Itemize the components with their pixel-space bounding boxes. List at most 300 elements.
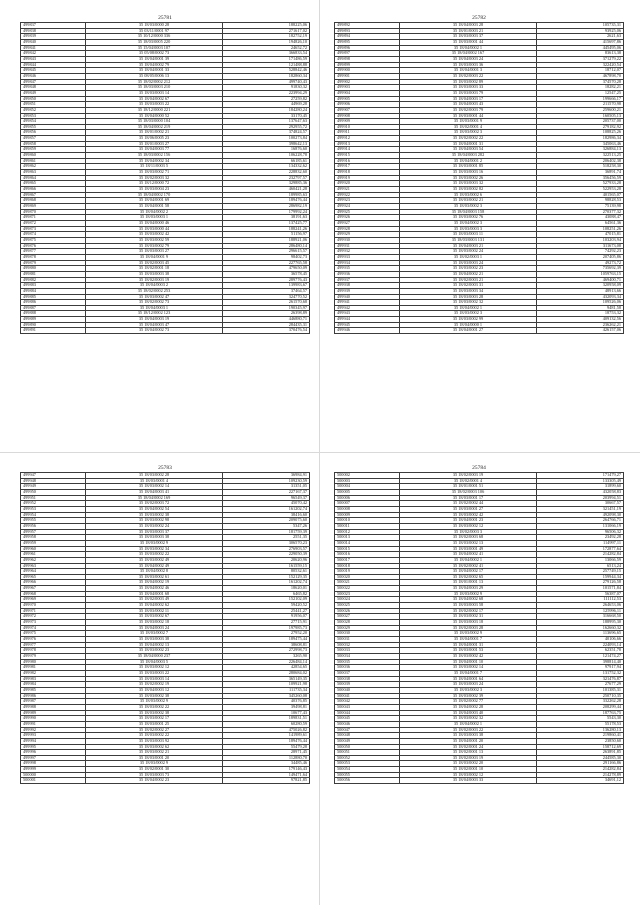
amount-cell: 108825,26	[536, 130, 623, 136]
reference-cell: 35 18/04/0003 17	[400, 96, 537, 102]
record-id-cell: 499935	[335, 266, 400, 272]
amount-cell: 20620,96	[222, 557, 309, 563]
record-id-cell: 499991	[21, 721, 86, 727]
record-id-cell: 499960	[21, 546, 86, 552]
page-title: 25781	[158, 15, 172, 21]
reference-cell: 35 18/04/0002 73	[86, 328, 223, 334]
reference-cell: 35 18/04/0002 79	[86, 62, 223, 68]
amount-cell: 44969,28	[222, 102, 309, 108]
amount-cell: 264766,71	[536, 518, 623, 524]
record-id-cell: 499881	[21, 271, 86, 277]
record-id-cell: 499872	[21, 220, 86, 226]
amount-cell: 311673,08	[536, 243, 623, 249]
reference-cell: 35 18/03/0003 24	[400, 260, 537, 266]
amount-cell: 527933,28	[536, 181, 623, 187]
reference-cell: 35 18/02/0002 77	[400, 699, 537, 705]
reference-cell: 35 18/02/0001 24	[400, 744, 537, 750]
reference-cell: 35 18/03/0001 20	[86, 755, 223, 761]
amount-cell: 91830,32	[222, 85, 309, 91]
record-id-cell: 499896	[335, 45, 400, 51]
amount-cell: 214278,89	[536, 772, 623, 778]
amount-cell: 2551,35	[222, 535, 309, 541]
amount-cell: 182986,34	[536, 136, 623, 142]
record-id-cell: 499894	[335, 34, 400, 40]
record-id-cell: 500055	[335, 772, 400, 778]
amount-cell: 5347,26	[222, 523, 309, 529]
record-id-cell: 500047	[335, 727, 400, 733]
amount-cell: 31899,60	[536, 484, 623, 490]
reference-cell: 35 18/04/0001 23	[400, 518, 537, 524]
record-id-cell: 500050	[335, 744, 400, 750]
record-id-cell: 499972	[21, 614, 86, 620]
record-id-cell: 499942	[335, 305, 400, 311]
record-id-cell: 500022	[335, 586, 400, 592]
amount-cell: 160505,13	[536, 113, 623, 119]
record-id-cell: 499898	[335, 56, 400, 62]
amount-cell: 401565,07	[536, 192, 623, 198]
record-id-cell: 499837	[21, 23, 86, 29]
amount-cell: 96506,32	[536, 529, 623, 535]
reference-cell: 35 18/04/0002 1	[400, 721, 537, 727]
record-id-cell: 499923	[335, 198, 400, 204]
amount-cell: 197985,73	[222, 625, 309, 631]
reference-cell: 35 18/04/0003 19	[86, 317, 223, 323]
reference-cell: 35 18/04/0000 46	[86, 220, 223, 226]
reference-cell: 35 18/03/0002 9	[400, 591, 537, 597]
record-id-cell: 499859	[21, 147, 86, 153]
amount-cell: 25441,27	[222, 608, 309, 614]
reference-cell: 35 18/04/0003 54	[400, 147, 537, 153]
amount-cell: 121474,27	[536, 654, 623, 660]
reference-cell: 35 18/01/0001 51	[400, 484, 537, 490]
amount-cell: 261570,68	[222, 300, 309, 306]
reference-cell: 35 18/02/0003 3	[400, 529, 537, 535]
amount-cell: 209075,60	[222, 518, 309, 524]
record-id-cell: 500001	[21, 778, 86, 784]
reference-cell: 35 18/03/0002 32	[400, 300, 537, 306]
amount-cell: 329885,36	[222, 181, 309, 187]
amount-cell: 374570,28	[536, 79, 623, 85]
reference-cell: 35 18/03/0001 85	[400, 164, 537, 170]
amount-cell: 203994,51	[536, 495, 623, 501]
reference-cell: 35 18/03/0003 131	[400, 237, 537, 243]
reference-cell: 35 18/03/0001 4	[86, 478, 223, 484]
amount-cell: 499740,43	[222, 79, 309, 85]
record-id-cell: 500025	[335, 603, 400, 609]
record-id-cell: 500020	[335, 574, 400, 580]
reference-cell: 35 18/11/0003 5	[86, 164, 223, 170]
record-id-cell: 499903	[335, 85, 400, 91]
amount-cell: 214282,84	[536, 767, 623, 773]
reference-cell: 35 18/06/0005 23	[86, 136, 223, 142]
record-id-cell: 499849	[21, 90, 86, 96]
reference-cell: 35 18/03/0002 21	[400, 198, 537, 204]
record-id-cell: 499838	[21, 28, 86, 34]
record-id-cell: 499918	[335, 170, 400, 176]
reference-cell: 35 18/02/0003 22	[400, 727, 537, 733]
reference-cell: 35 18/04/0002 17	[400, 569, 537, 575]
reference-cell: 35 18/03/0003 24	[400, 682, 537, 688]
amount-cell: 5543,30	[536, 716, 623, 722]
record-id-cell: 499916	[335, 158, 400, 164]
reference-cell: 35 18/04/0002 167	[400, 51, 537, 57]
amount-cell: 112880,70	[222, 755, 309, 761]
record-id-cell: 499977	[21, 642, 86, 648]
record-id-cell: 499909	[335, 119, 400, 125]
reference-cell: 35 18/03/0002 22	[86, 552, 223, 558]
amount-cell: 149471,64	[222, 772, 309, 778]
amount-cell: 27677,29	[536, 682, 623, 688]
amount-cell: 101571,84	[536, 586, 623, 592]
amount-cell: 43088,47	[536, 215, 623, 221]
record-id-cell: 499851	[21, 102, 86, 108]
record-id-cell: 500021	[335, 580, 400, 586]
record-id-cell: 499917	[335, 164, 400, 170]
amount-cell: 3265,90	[222, 654, 309, 660]
record-id-cell: 500045	[335, 716, 400, 722]
amount-cell: 105735,31	[536, 23, 623, 29]
reference-cell: 35 18/03/0001 25	[86, 721, 223, 727]
amount-cell: 184280,24	[222, 107, 309, 113]
record-id-cell: 499961	[21, 552, 86, 558]
reference-cell: 35 18/03/0002 32	[400, 716, 537, 722]
record-id-cell: 499971	[21, 608, 86, 614]
amount-cell: 188921,06	[222, 237, 309, 243]
record-id-cell: 499976	[21, 637, 86, 643]
record-id-cell: 500034	[335, 654, 400, 660]
amount-cell: 74292,23	[536, 249, 623, 255]
record-id-cell: 499854	[21, 119, 86, 125]
amount-cell: 101385,31	[536, 687, 623, 693]
amount-cell: 415697,86	[536, 39, 623, 45]
record-id-cell: 499882	[21, 277, 86, 283]
table-row	[335, 778, 624, 784]
amount-cell: 97821,85	[222, 778, 309, 784]
reference-cell: 35 18/03/0002 61	[86, 574, 223, 580]
amount-cell: 365149,35	[222, 676, 309, 682]
reference-cell: 35 18/04/0002 8	[86, 569, 223, 575]
record-id-cell: 500012	[335, 529, 400, 535]
record-id-cell: 499866	[21, 187, 86, 193]
record-id-cell: 499988	[21, 704, 86, 710]
amount-cell: 131752,32	[536, 670, 623, 676]
amount-cell: 409132,56	[536, 317, 623, 323]
reference-cell: 35 18/03/0002 38	[86, 693, 223, 699]
amount-cell: 103203,94	[536, 237, 623, 243]
amount-cell: 60280,59	[222, 721, 309, 727]
reference-cell: 35 18/04/0001 69	[86, 198, 223, 204]
record-id-cell: 500018	[335, 563, 400, 569]
amount-cell: 34691,12	[536, 778, 623, 784]
amount-cell: 257749,15	[536, 569, 623, 575]
reference-cell: 35 18/03/0002 28	[86, 473, 223, 479]
reference-cell: 35 18/04/0003 5	[86, 659, 223, 665]
amount-cell: 111735,34	[222, 687, 309, 693]
reference-cell: 35 18/04/0002 1	[400, 305, 537, 311]
record-id-cell: 499967	[21, 586, 86, 592]
record-id-cell: 499996	[21, 750, 86, 756]
reference-cell: 35 18/04/0001 2	[400, 158, 537, 164]
record-id-cell: 499862	[21, 164, 86, 170]
record-id-cell: 499975	[21, 631, 86, 637]
record-id-cell: 500028	[335, 620, 400, 626]
reference-cell: 35 18/03/0002 59	[86, 237, 223, 243]
record-id-cell: 499865	[21, 181, 86, 187]
amount-cell: 286982,19	[222, 204, 309, 210]
reference-cell: 35 18/02/0003 31	[400, 283, 537, 289]
reference-cell: 35 18/03/0002 14	[86, 484, 223, 490]
amount-cell: 159944,34	[536, 574, 623, 580]
amount-cell: 522953,28	[536, 187, 623, 193]
amount-cell: 45070,42	[222, 501, 309, 507]
amount-cell: 125996,11	[536, 608, 623, 614]
reference-cell: 35 18/03/0002 12	[400, 772, 537, 778]
reference-cell: 35 18/12/0002 123	[86, 311, 223, 317]
reference-cell: 35 18/03/0002 9	[400, 631, 537, 637]
reference-cell: 35 18/03/0003 32	[400, 181, 537, 187]
record-id-cell: 499880	[21, 266, 86, 272]
record-id-cell: 499907	[335, 107, 400, 113]
record-id-cell: 500036	[335, 665, 400, 671]
record-id-cell: 500035	[335, 659, 400, 665]
reference-cell: 35 18/03/0000 44	[86, 226, 223, 232]
record-id-cell: 500003	[335, 478, 400, 484]
amount-cell: 479650,09	[222, 266, 309, 272]
amount-cell: 80532,61	[222, 569, 309, 575]
reference-cell: 35 18/04/0002 23	[86, 778, 223, 784]
record-id-cell: 499852	[21, 107, 86, 113]
record-id-cell: 499979	[21, 654, 86, 660]
record-id-cell: 499947	[21, 473, 86, 479]
reference-cell: 35 18/04/0003 28	[400, 23, 537, 29]
amount-cell: 171486,59	[222, 56, 309, 62]
amount-cell: 137425,77	[222, 220, 309, 226]
record-id-cell: 499879	[21, 260, 86, 266]
reference-cell: 35 18/03/0002 99	[400, 317, 537, 323]
record-id-cell: 499895	[335, 39, 400, 45]
record-id-cell: 500005	[335, 489, 400, 495]
amount-cell: 6465,82	[222, 591, 309, 597]
amount-cell: 228832,60	[222, 170, 309, 176]
amount-cell: 223994,29	[222, 90, 309, 96]
reference-cell: 35 18/03/0001 44	[400, 113, 537, 119]
record-id-cell: 499900	[335, 68, 400, 74]
amount-cell: 40106,66	[536, 637, 623, 643]
amount-cell: 56387,07	[536, 591, 623, 597]
records-table	[20, 472, 310, 784]
amount-cell: 2621,63	[536, 34, 623, 40]
amount-cell: 374824,57	[222, 130, 309, 136]
reference-cell: 35 18/03/0002 31	[400, 614, 537, 620]
amount-cell: 332262,28	[536, 699, 623, 705]
reference-cell: 35 18/03/0002 23	[400, 266, 537, 272]
record-id-cell: 499999	[21, 767, 86, 773]
amount-cell: 109526,06	[536, 300, 623, 306]
record-id-cell: 500007	[335, 501, 400, 507]
record-id-cell: 499886	[21, 300, 86, 306]
amount-cell: 205737,00	[536, 119, 623, 125]
reference-cell: 35 18/04/0003 47	[86, 322, 223, 328]
reference-cell: 35 18/04/0003 24	[400, 56, 537, 62]
record-id-cell: 499857	[21, 136, 86, 142]
amount-cell: 24652,72	[222, 45, 309, 51]
amount-cell: 264653,06	[536, 603, 623, 609]
amount-cell: 40376,85	[222, 699, 309, 705]
amount-cell: 161202,74	[222, 580, 309, 586]
record-id-cell: 499928	[335, 226, 400, 232]
record-id-cell: 500039	[335, 682, 400, 688]
amount-cell: 190345,97	[222, 305, 309, 311]
record-id-cell: 499989	[21, 710, 86, 716]
amount-cell: 460421,28	[222, 187, 309, 193]
record-id-cell: 500009	[335, 512, 400, 518]
amount-cell: 426157,06	[536, 328, 623, 334]
amount-cell: 108251,26	[536, 226, 623, 232]
reference-cell: 35 03/11/0001 97	[86, 28, 223, 34]
reference-cell: 35 18/02/0003 49	[86, 597, 223, 603]
reference-cell: 35 18/04/0003 282	[400, 153, 537, 159]
record-id-cell: 499954	[21, 512, 86, 518]
reference-cell: 35 18/02/0002 212	[86, 79, 223, 85]
record-id-cell: 499937	[335, 277, 400, 283]
record-id-cell: 499893	[335, 28, 400, 34]
record-id-cell: 499899	[335, 62, 400, 68]
record-id-cell: 499966	[21, 580, 86, 586]
amount-cell: 134332,62	[222, 164, 309, 170]
record-id-cell: 500032	[335, 642, 400, 648]
reference-cell: 35 18/03/0003 11	[400, 232, 537, 238]
amount-cell: 23850,60	[536, 738, 623, 744]
amount-cell: 26398,89	[222, 311, 309, 317]
reference-cell: 35 18/02/0002 73	[86, 300, 223, 306]
amount-cell: 250710,35	[536, 693, 623, 699]
reference-cell: 35 18/03/0000 104	[86, 119, 223, 125]
reference-cell: 35 05/08/0002 73	[86, 51, 223, 57]
record-id-cell: 499945	[335, 322, 400, 328]
reference-cell: 35 18/04/0001 7	[400, 670, 537, 676]
page-panel-1	[20, 15, 310, 334]
amount-cell: 432058,83	[536, 489, 623, 495]
amount-cell: 370476,54	[222, 328, 309, 334]
record-id-cell: 499939	[335, 288, 400, 294]
amount-cell: 326884,13	[536, 147, 623, 153]
record-id-cell: 500048	[335, 733, 400, 739]
reference-cell: 35 18/03/0002 7	[86, 631, 223, 637]
record-id-cell: 500040	[335, 687, 400, 693]
reference-cell: 35 18/02/0003 72	[86, 501, 223, 507]
record-id-cell: 499897	[335, 51, 400, 57]
reference-cell: 35 18/02/0001 10	[400, 767, 537, 773]
reference-cell: 35 18/04/0001 20	[400, 738, 537, 744]
record-id-cell: 499952	[21, 501, 86, 507]
amount-cell: 13066,59	[536, 557, 623, 563]
amount-cell: 263891,85	[536, 750, 623, 756]
reference-cell: 35 18/02/0001 30	[86, 767, 223, 773]
amount-cell: 38608,81	[222, 642, 309, 648]
amount-cell: 38416,60	[222, 512, 309, 518]
reference-cell: 35 18/04/0001 3	[400, 68, 537, 74]
amount-cell: 199666,17	[536, 96, 623, 102]
reference-cell: 35 18/03/0002 12	[86, 665, 223, 671]
reference-cell: 35 18/03/0002 3	[400, 687, 537, 693]
amount-cell: 187763,75	[536, 710, 623, 716]
reference-cell: 35 18/02/0003 21	[400, 277, 537, 283]
reference-cell: 35 18/04/0002 41	[400, 552, 537, 558]
reference-cell: 35 18/04/0001 58	[86, 204, 223, 210]
record-id-cell: 500031	[335, 637, 400, 643]
amount-cell: 188995,30	[536, 620, 623, 626]
record-id-cell: 499941	[335, 300, 400, 306]
reference-cell: 35 18/03/0003 16	[400, 170, 537, 176]
record-id-cell: 500042	[335, 699, 400, 705]
amount-cell: 12547,25	[536, 90, 623, 96]
reference-cell: 35 18/03/0002 79	[86, 243, 223, 249]
reference-cell: 35 18/03/0000 28	[86, 23, 223, 29]
amount-cell: 98402,73	[222, 254, 309, 260]
reference-cell: 35 18/04/0002 67	[86, 96, 223, 102]
reference-cell: 35 18/03/0002 67	[86, 614, 223, 620]
reference-cell: 35 18/04/0002 62	[86, 603, 223, 609]
amount-cell: 492098,30	[536, 512, 623, 518]
records-table	[334, 472, 624, 784]
record-id-cell: 499891	[21, 328, 86, 334]
record-id-cell: 500044	[335, 710, 400, 716]
amount-cell: 518258,30	[536, 164, 623, 170]
amount-cell: 93925,06	[536, 28, 623, 34]
record-id-cell: 499868	[21, 198, 86, 204]
record-id-cell: 499902	[335, 79, 400, 85]
reference-cell: 35 18/02/0001 18	[86, 266, 223, 272]
reference-cell: 35 18/04/0003 158	[400, 209, 537, 215]
reference-cell: 35 18/03/0002 9	[86, 761, 223, 767]
reference-cell: 35 18/03/0003 22	[86, 670, 223, 676]
reference-cell: 35 18/02/0003 68	[400, 535, 537, 541]
record-id-cell: 499938	[335, 283, 400, 289]
reference-cell: 35 18/04/0003 40	[400, 710, 537, 716]
record-id-cell: 500054	[335, 767, 400, 773]
record-id-cell: 499981	[21, 665, 86, 671]
reference-cell: 35 18/04/0001 7	[400, 637, 537, 643]
reference-cell: 35 18/01/0002 21	[86, 130, 223, 136]
amount-cell: 64561,36	[536, 220, 623, 226]
record-id-cell: 499876	[21, 243, 86, 249]
reference-cell: 35 18/04/0002 169	[86, 495, 223, 501]
reference-cell: 35 18/04/0000 237	[86, 654, 223, 660]
records-table	[20, 22, 310, 334]
reference-cell: 35 18/04/0001 39	[86, 56, 223, 62]
amount-cell: 280684,02	[222, 670, 309, 676]
record-id-cell: 499958	[21, 535, 86, 541]
record-id-cell: 499965	[21, 574, 86, 580]
record-id-cell: 499860	[21, 153, 86, 159]
reference-cell: 35 18/03/0002 47	[86, 294, 223, 300]
amount-cell: 171479,27	[536, 473, 623, 479]
table-row	[21, 328, 310, 334]
record-id-cell: 500015	[335, 546, 400, 552]
record-id-cell: 500019	[335, 569, 400, 575]
amount-cell: 189476,44	[222, 738, 309, 744]
amount-cell: 6513,24	[536, 563, 623, 569]
reference-cell: 35 18/03/0003 58	[400, 603, 537, 609]
record-id-cell: 499915	[335, 153, 400, 159]
amount-cell: 27259,82	[222, 96, 309, 102]
amount-cell: 189476,44	[222, 198, 309, 204]
record-id-cell: 499978	[21, 648, 86, 654]
reference-cell: 35 18/04/0003 29	[400, 586, 537, 592]
record-id-cell: 499878	[21, 254, 86, 260]
record-id-cell: 499867	[21, 192, 86, 198]
record-id-cell: 499841	[21, 45, 86, 51]
